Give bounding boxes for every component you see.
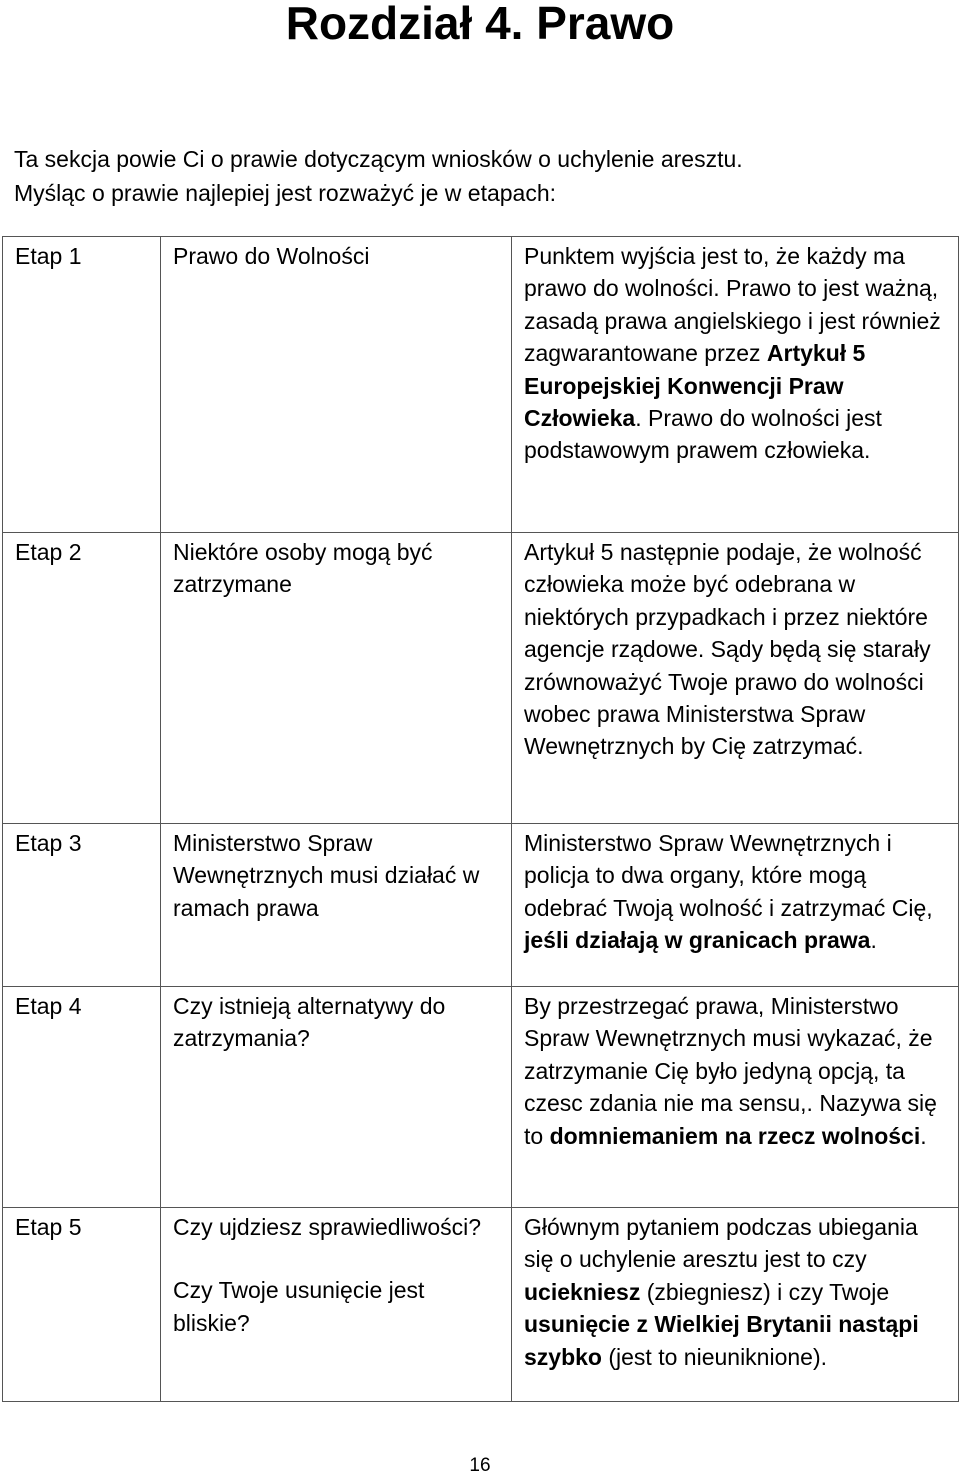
stage-topic: Ministerstwo Spraw Wewnętrznych musi działać w ramach prawa xyxy=(161,824,512,987)
intro-paragraph xyxy=(14,142,944,210)
intro-line-1: Ta sekcja powie Ci o prawie dotyczącym wniosków o uchylenie aresztu. xyxy=(14,146,743,172)
intro-line-2: Myśląc o prawie najlepiej jest rozważyć je w etapach: xyxy=(14,180,557,206)
stage-label: Etap 2 xyxy=(3,533,161,824)
stage-topic xyxy=(161,1208,512,1402)
page-number: 16 xyxy=(469,1455,491,1476)
table-row xyxy=(3,824,959,987)
description-text: By przestrzegać prawa, Ministerstwo Spraw Wewnętrznych musi wykazać, że zatrzymanie Cię było jedyną opcją, ta czesc zdania nie ma sensu,. Nazywa się to xyxy=(524,993,937,1149)
table-row xyxy=(3,533,959,824)
chapter-title: Rozdział 4. Prawo xyxy=(285,0,675,49)
description-bold: jeśli działają w granicach prawa xyxy=(524,927,871,954)
stage-description xyxy=(512,533,959,824)
description-text: . xyxy=(870,927,877,954)
stage-label: Etap 1 xyxy=(3,237,161,533)
description-text: Punktem wyjścia jest to, że każdy ma prawo do wolności. Prawo to jest ważną, zasadą prawa angielskiego i jest również zagwarantowane przez xyxy=(524,243,941,367)
table-row xyxy=(3,1208,959,1402)
stage-label: Etap 5 xyxy=(3,1208,161,1402)
description-bold: uciekniesz xyxy=(524,1278,641,1305)
stage-label: Etap 4 xyxy=(3,987,161,1208)
table-row xyxy=(3,987,959,1208)
description-text: (zbiegniesz) i czy Twoje xyxy=(640,1278,890,1305)
description-text: Artykuł 5 następnie podaje, że wolność człowieka może być odebrana w niektórych przypadkach i przez niektóre agencje rządowe. Sądy będą się starały zrównoważyć Twoje prawo do wolności wobec prawa Ministerstwa Spraw Wewnętrznych by Cię zatrzymać. xyxy=(524,539,931,760)
table-row xyxy=(3,237,959,533)
stage-description xyxy=(512,237,959,533)
stages-table xyxy=(2,236,959,1402)
stage-description xyxy=(512,1208,959,1402)
stage-label: Etap 3 xyxy=(3,824,161,987)
description-text: Głównym pytaniem podczas ubiegania się o uchylenie aresztu jest to czy xyxy=(524,1214,918,1273)
stage-topic-question-1: Czy ujdziesz sprawiedliwości? xyxy=(173,1214,482,1240)
stage-topic: Czy istnieją alternatywy do zatrzymania? xyxy=(161,987,512,1208)
description-bold: Artykuł 5 Europejskiej Konwencji Praw Człowieka xyxy=(524,340,866,432)
stage-topic-question-2: Czy Twoje usunięcie jest bliskie? xyxy=(173,1277,425,1336)
description-text: . xyxy=(920,1122,927,1149)
stage-topic: Niektóre osoby mogą być zatrzymane xyxy=(161,533,512,824)
stage-description xyxy=(512,987,959,1208)
description-text: (jest to nieuniknione). xyxy=(601,1343,827,1370)
stage-topic: Prawo do Wolności xyxy=(161,237,512,533)
description-text: . Prawo do wolności jest podstawowym prawem człowieka. xyxy=(524,405,882,464)
stage-description xyxy=(512,824,959,987)
description-bold: domniemaniem na rzecz wolności xyxy=(549,1122,921,1149)
description-bold: usunięcie z Wielkiej Brytanii nastąpi szybko xyxy=(524,1311,919,1370)
description-text: Ministerstwo Spraw Wewnętrznych i policja to dwa organy, które mogą odebrać Twoją wolność i zatrzymać Cię, xyxy=(524,830,933,921)
